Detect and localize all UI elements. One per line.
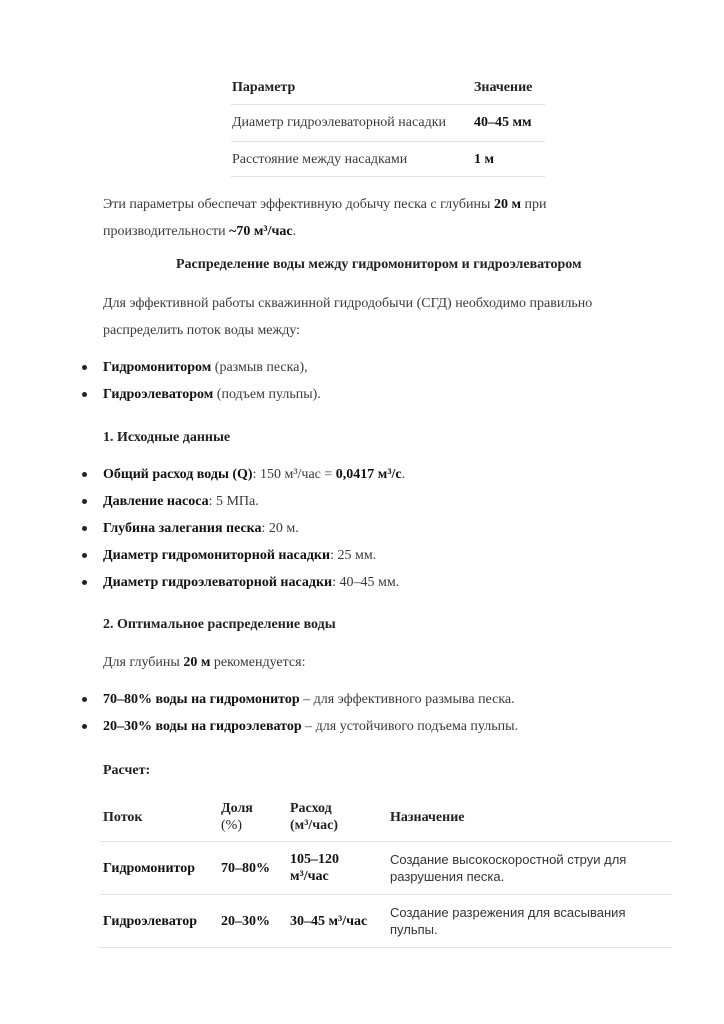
header-share-line: Доля — [221, 801, 253, 816]
intro-text: . — [292, 224, 297, 239]
table-row — [100, 895, 672, 948]
header-rate-line: (м³/час) — [290, 818, 339, 833]
cell-purpose — [390, 851, 626, 885]
list-item — [82, 713, 518, 740]
cell-purpose-line: разрушения песка. — [390, 869, 505, 884]
recommend-text: Для глубины — [103, 655, 184, 670]
list-item — [82, 488, 405, 515]
item-text: – для устойчивого подъема пульпы. — [301, 719, 519, 734]
table-header-row — [231, 72, 545, 105]
item-bold: 20–30% воды на гидроэлеватор — [103, 719, 302, 734]
table-row — [100, 842, 672, 895]
cell-rate-line: м³/час — [290, 869, 329, 884]
item-text: : 20 м. — [261, 521, 299, 536]
header-flow: Поток — [103, 810, 143, 825]
heading-initial-data: 1. Исходные данные — [103, 430, 231, 445]
row-value: 40–45 мм — [474, 115, 532, 130]
bullet-icon — [82, 392, 87, 397]
bullet-icon — [82, 580, 87, 585]
header-rate-line: Расход — [290, 801, 332, 816]
item-bold: Давление насоса — [103, 494, 209, 509]
header-value: Значение — [474, 80, 533, 95]
cell-share: 20–30% — [221, 914, 270, 929]
item-text: : 150 м³/час = — [252, 467, 336, 482]
intro-text: при производительности — [103, 197, 547, 239]
bullet-icon — [82, 724, 87, 729]
item-bold: Глубина залегания песка — [103, 521, 262, 536]
distribute-list — [82, 354, 321, 408]
initial-data-list — [82, 461, 405, 596]
bullet-icon — [82, 472, 87, 477]
item-bold: Общий расход воды (Q) — [103, 467, 253, 482]
cell-flow: Гидромонитор — [103, 861, 196, 876]
cell-rate-line: 30–45 м³/час — [290, 914, 368, 929]
bullet-icon — [82, 553, 87, 558]
item-text: : 25 мм. — [330, 548, 377, 563]
cell-flow: Гидроэлеватор — [103, 914, 198, 929]
list-item — [82, 569, 405, 596]
item-text: : 5 МПа. — [208, 494, 259, 509]
header-rate — [290, 800, 338, 834]
cell-purpose — [390, 904, 625, 938]
header-share-line: (%) — [221, 818, 242, 833]
parameters-table — [231, 72, 545, 177]
item-bold: Диаметр гидромониторной насадки — [103, 548, 331, 563]
item-bold: Гидроэлеватором — [103, 387, 214, 402]
table-row — [231, 105, 545, 142]
item-bold: 70–80% воды на гидромонитор — [103, 692, 300, 707]
recommend-text: рекомендуется: — [210, 655, 306, 670]
recommend-list — [82, 686, 518, 740]
recommend-line — [103, 649, 603, 676]
cell-rate — [290, 851, 339, 885]
section-title: Распределение воды между гидромонитором и гидроэлеватором — [176, 257, 582, 272]
bullet-icon — [82, 526, 87, 531]
table-row — [231, 142, 545, 177]
row-parameter: Расстояние между насадками — [232, 152, 408, 167]
row-value: 1 м — [474, 152, 495, 167]
distribution-table — [100, 792, 672, 948]
item-bold: 0,0417 м³/с — [335, 467, 402, 482]
bullet-icon — [82, 365, 87, 370]
table-header-row — [100, 792, 672, 842]
cell-rate-line: 105–120 — [290, 852, 339, 867]
item-text: . — [401, 467, 406, 482]
recommend-depth: 20 м — [183, 655, 211, 670]
section-intro: Для эффективной работы скважинной гидродобычи (СГД) необходимо правильно распределить поток воды между: — [103, 296, 593, 338]
item-text: (размыв песка), — [211, 360, 308, 375]
item-bold: Гидромонитором — [103, 360, 212, 375]
list-item — [82, 461, 405, 488]
intro-paragraph — [103, 191, 603, 245]
item-text: – для эффективного размыва песка. — [299, 692, 515, 707]
calc-label: Расчет: — [103, 763, 151, 778]
item-text: (подъем пульпы). — [213, 387, 321, 402]
cell-share: 70–80% — [221, 861, 270, 876]
list-item — [82, 354, 321, 381]
row-parameter: Диаметр гидроэлеваторной насадки — [232, 115, 447, 130]
heading-distribution: 2. Оптимальное распределение воды — [103, 617, 336, 632]
intro-depth: 20 м — [493, 197, 521, 212]
cell-rate — [290, 913, 367, 930]
list-item — [82, 381, 321, 408]
list-item — [82, 686, 518, 713]
item-bold: Диаметр гидроэлеваторной насадки — [103, 575, 333, 590]
header-purpose: Назначение — [390, 810, 465, 825]
item-text: : 40–45 мм. — [332, 575, 400, 590]
list-item — [82, 542, 405, 569]
cell-purpose-line: пульпы. — [390, 922, 438, 937]
header-parameter: Параметр — [232, 80, 296, 95]
cell-purpose-line: Создание разрежения для всасывания — [390, 905, 626, 920]
cell-purpose-line: Создание высокоскоростной струи для — [390, 852, 627, 867]
list-item — [82, 515, 405, 542]
bullet-icon — [82, 697, 87, 702]
bullet-icon — [82, 499, 87, 504]
intro-text: Эти параметры обеспечат эффективную добычу песка с глубины — [103, 197, 494, 212]
intro-rate: ~70 м³/час — [229, 224, 293, 239]
header-share — [221, 800, 253, 834]
